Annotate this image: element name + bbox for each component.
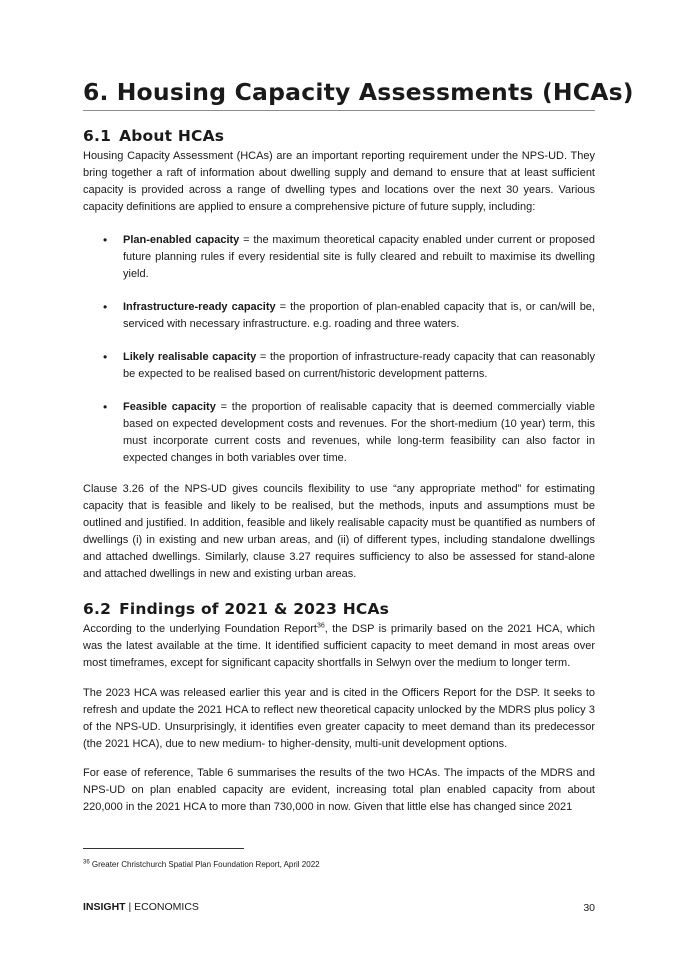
bullet-icon: • [103,300,108,314]
section-6-2-paragraph-3 [83,765,595,816]
section-heading-6-1 [83,127,595,145]
section-6-2-paragraph-1 [83,621,595,672]
bullet-icon: • [103,400,108,414]
bullet-icon: • [103,233,108,247]
definition: = the maximum theoretical capacity enabled under current or proposed future planning rules if every residential site is fully cleared and rebuilt to maximise its dwelling yield. [123,234,596,280]
definition: = the proportion of infrastructure-ready capacity that can reasonably be expected to be realised based on current/historic development patterns. [123,351,595,380]
list-item [83,349,595,383]
paragraph: Housing Capacity Assessment (HCAs) are an important reporting requirement under the NPS-UD. They bring together a raft of information about dwelling supply and demand to ensure that at least sufficient capacity is provided across a range of dwelling types and locations over the next 30 years. Various capacity definitions are applied to ensure a comprehensive picture of future supply, including: [83,150,595,213]
section-title: About HCAs [119,127,225,145]
footnote [83,860,320,869]
section-6-1-closing [83,481,595,583]
section-number: 6.1 [83,127,112,145]
term: Likely realisable capacity [123,351,257,363]
text-run: According to the underlying Foundation Report [83,623,317,635]
bullet-icon: • [103,350,108,364]
brand-rest: ECONOMICS [134,901,199,913]
paragraph: For ease of reference, Table 6 summarises the results of the two HCAs. The impacts of the MDRS and NPS-UD on plan enabled capacity are evident, increasing total plan enabled capacity from about 220,000 in the 2021 HCA to more than 730,000 in now. Given that little else has changed since 2021 [83,767,595,813]
section-6-2-paragraph-2 [83,685,595,753]
list-item [83,232,595,283]
section-6-1-intro [83,148,595,216]
section-number: 6.2 [83,600,112,618]
term: Infrastructure-ready capacity [123,301,276,313]
list-item [83,299,595,333]
paragraph [83,621,595,672]
brand-separator: | [125,901,135,913]
chapter-title-text: Housing Capacity Assessments (HCAs) [116,78,634,106]
definition: = the proportion of plan-enabled capacity that is, or can/will be, serviced with necessary infrastructure. e.g. roading and three waters. [123,301,595,330]
footnote-ref[interactable]: 36 [316,622,325,630]
chapter-title [83,78,634,111]
section-heading-6-2 [83,600,595,618]
paragraph: The 2023 HCA was released earlier this year and is cited in the Officers Report for the DSP. It seeks to refresh and update the 2021 HCA to reflect new theoretical capacity unlocked by the MDRS plus policy 3 of the NPS-UD. Unsurprisingly, it identifies even greater capacity to meet demand than its predecessor (the 2021 HCA), due to new medium- to higher-density, multi-unit development options. [83,687,595,750]
page-number: 30 [583,902,595,914]
term: Plan-enabled capacity [123,234,240,246]
chapter-number: 6. [83,78,109,106]
footer-brand [83,901,199,913]
term: Feasible capacity [123,401,216,413]
paragraph: Clause 3.26 of the NPS-UD gives councils flexibility to use “any appropriate method” for estimating capacity that is feasible and likely to be realised, but the methods, inputs and assumptions must be outlined and justified. In addition, feasible and likely realisable capacity must be quantified as numbers of dwellings (i) in existing and new urban areas, and (ii) of different types, including standalone dwellings and attached dwellings. Similarly, clause 3.27 requires sufficiency to also be assessed for stand-alone and attached dwellings in new and existing urban areas. [83,483,595,580]
capacity-definitions-list [83,232,595,483]
section-title: Findings of 2021 & 2023 HCAs [119,600,390,618]
footnote-divider [83,848,244,849]
list-item [83,399,595,467]
brand-bold: INSIGHT [83,901,126,913]
text-run: , the DSP is primarily based on the 2021 HCA, which was the latest available at the time. It identified sufficient capacity to meet demand in most areas over most timeframes, except for significant capacity shortfalls in Selwyn over the medium to longer term. [83,623,595,669]
definition: = the proportion of realisable capacity that is deemed commercially viable based on expected development costs and revenues. For the short-medium (10 year) term, this must incorporate current costs and revenues, while long-term feasibility can also factor in expected changes in both variables over time. [123,401,595,464]
footnote-number: 36 [83,859,90,866]
footnote-text: Greater Christchurch Spatial Plan Foundation Report, April 2022 [89,860,320,869]
